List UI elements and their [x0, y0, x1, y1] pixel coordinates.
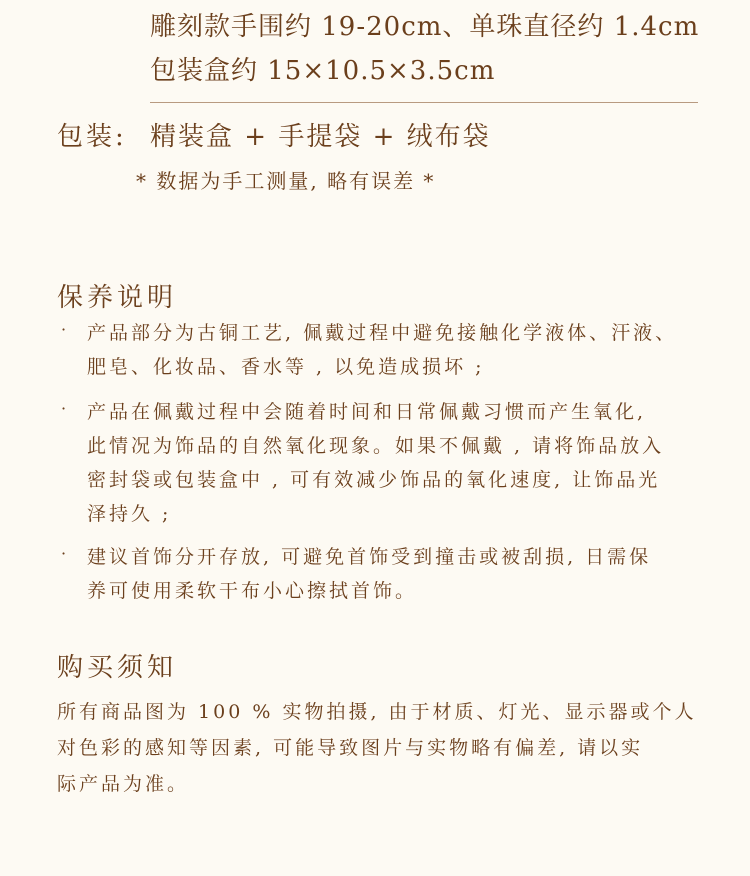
spec-box-line: 包装盒约 15×10.5×3.5cm	[150, 56, 496, 86]
care-item-line: 产品在佩戴过程中会随着时间和日常佩戴习惯而产生氧化,	[87, 401, 647, 423]
bullet-dot: ·	[61, 320, 67, 339]
care-item-line: 肥皂、化妆品、香水等 , 以免造成损坏 ;	[87, 356, 485, 378]
care-item-line: 建议首饰分开存放, 可避免首饰受到撞击或被刮损, 日需保	[87, 546, 652, 568]
care-item-line: 密封袋或包装盒中 , 可有效减少饰品的氧化速度, 让饰品光	[87, 469, 661, 491]
notice-line: 所有商品图为 100 % 实物拍摄, 由于材质、灯光、显示器或个人	[57, 701, 697, 723]
spec-size-line: 雕刻款手围约 19-20cm、单珠直径约 1.4cm	[150, 12, 700, 42]
divider	[150, 102, 698, 103]
purchase-notice-title: 购买须知	[57, 653, 178, 683]
bullet-dot: ·	[61, 399, 67, 418]
packaging-value: 精装盒 + 手提袋 + 绒布袋	[150, 122, 491, 152]
care-item-line: 此情况为饰品的自然氧化现象。如果不佩戴 , 请将饰品放入	[87, 435, 665, 457]
care-instructions-title: 保养说明	[57, 283, 178, 313]
bullet-dot: ·	[61, 544, 67, 563]
care-item-line: 养可使用柔软干布小心擦拭首饰。	[87, 580, 418, 602]
notice-line: 对色彩的感知等因素, 可能导致图片与实物略有偏差, 请以实	[57, 737, 644, 759]
measurement-note: * 数据为手工测量, 略有误差 *	[136, 169, 436, 193]
packaging-label: 包装:	[57, 122, 127, 152]
care-item-line: 泽持久 ;	[87, 503, 172, 525]
notice-line: 际产品为准。	[57, 773, 190, 795]
care-item-line: 产品部分为古铜工艺, 佩戴过程中避免接触化学液体、汗液、	[87, 322, 678, 344]
